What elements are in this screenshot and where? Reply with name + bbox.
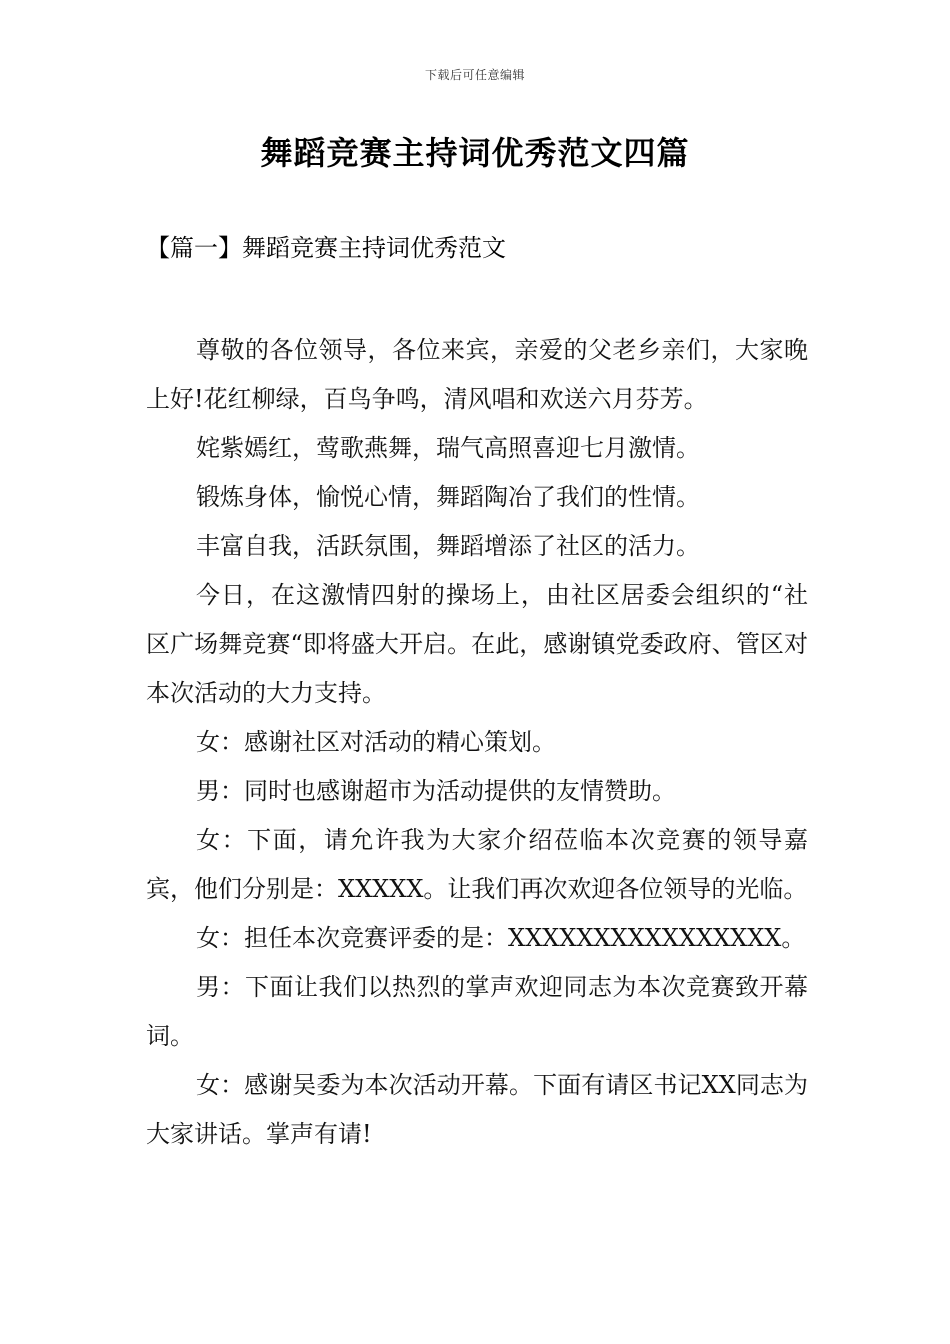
paragraph: 女：感谢社区对活动的精心策划。	[196, 728, 556, 756]
paragraph: 丰富自我，活跃氛围，舞蹈增添了社区的活力。	[196, 532, 700, 560]
paragraph: 男：下面让我们以热烈的掌声欢迎同志为本次竞赛致开幕词。	[146, 973, 808, 1050]
document-body	[146, 326, 808, 1159]
paragraph: 尊敬的各位领导，各位来宾，亲爱的父老乡亲们，大家晚上好!花红柳绿，百鸟争鸣，清风唱和欢送六月芬芳。	[146, 336, 808, 413]
paragraph: 女：感谢吴委为本次活动开幕。下面有请区书记XX同志为大家讲话。掌声有请!	[146, 1071, 808, 1148]
paragraph: 女：下面，请允许我为大家介绍莅临本次竞赛的领导嘉宾，他们分别是：XXXXX。让我们再次欢迎各位领导的光临。	[146, 826, 808, 903]
header-note: 下载后可任意编辑	[424, 68, 525, 82]
paragraph: 今日，在这激情四射的操场上，由社区居委会组织的“社区广场舞竞赛“即将盛大开启。在此，感谢镇党委政府、管区对本次活动的大力支持。	[146, 581, 808, 707]
paragraph: 姹紫嫣红，莺歌燕舞，瑞气高照喜迎七月激情。	[196, 434, 700, 462]
section-heading: 【篇一】舞蹈竞赛主持词优秀范文	[146, 234, 506, 262]
paragraph: 女：担任本次竞赛评委的是：XXXXXXXXXXXXXXXX。	[196, 924, 806, 952]
paragraph: 锻炼身体，愉悦心情，舞蹈陶冶了我们的性情。	[196, 483, 700, 511]
document-title: 舞蹈竞赛主持词优秀范文四篇	[260, 134, 690, 172]
paragraph: 男：同时也感谢超市为活动提供的友情赞助。	[196, 777, 676, 805]
